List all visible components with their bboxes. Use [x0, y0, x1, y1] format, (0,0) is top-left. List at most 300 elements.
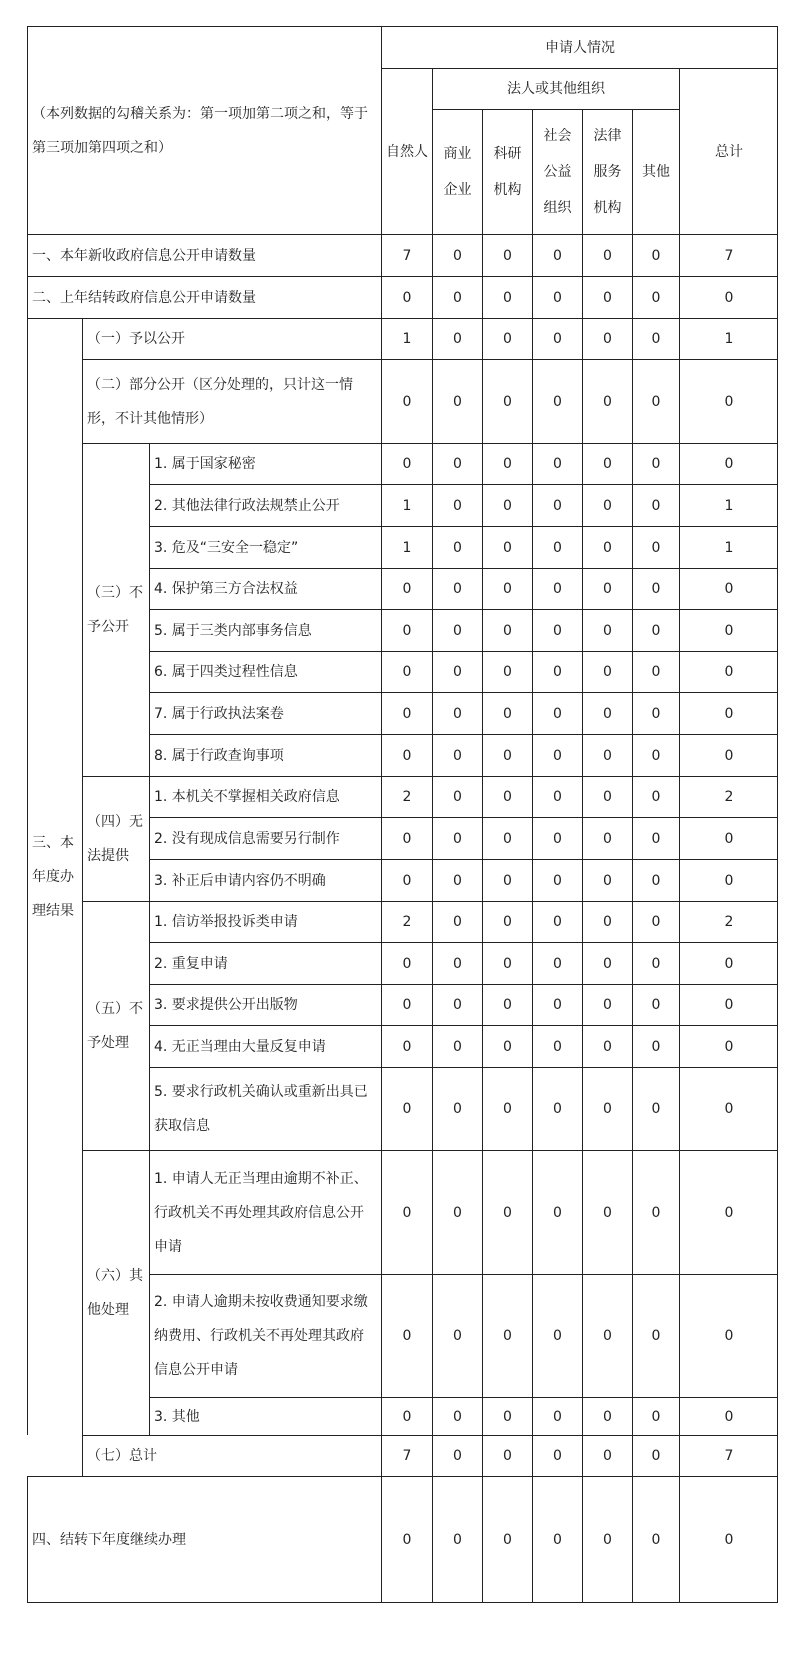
- row-label-text: （七）总计: [87, 1448, 157, 1464]
- row-value: [532, 484, 582, 526]
- row-value: [632, 734, 679, 776]
- row-value: [432, 526, 482, 568]
- row-value: [482, 692, 532, 734]
- row-value: [482, 817, 532, 859]
- row-value-text: 0: [603, 1038, 612, 1055]
- row-value: [632, 901, 679, 942]
- row-value: [582, 651, 632, 692]
- row-value: [482, 901, 532, 942]
- row-label-text: 四、结转下年度继续办理: [32, 1532, 186, 1548]
- row-label: [149, 984, 381, 1025]
- row-value: [532, 692, 582, 734]
- row-value-text: 0: [651, 456, 661, 472]
- row-value-text: 0: [453, 247, 462, 264]
- row-value-text: 0: [724, 997, 734, 1013]
- row-value: [482, 1397, 532, 1435]
- row-value: [632, 443, 679, 484]
- row-value: [679, 942, 778, 984]
- row-value-text: 0: [724, 622, 734, 639]
- row-value: [582, 942, 632, 984]
- row-value: [432, 276, 482, 318]
- section-3-label-text: 三、本年度办理结果: [32, 835, 74, 919]
- row-value-text: 0: [453, 456, 462, 472]
- row-label-text: 3. 危及“三安全一稳定”: [154, 539, 299, 556]
- row-value: [381, 1150, 432, 1274]
- header-org-3: [532, 109, 582, 234]
- row-value: [432, 942, 482, 984]
- row-value-text: 0: [553, 747, 562, 764]
- row-value-text: 0: [724, 747, 734, 764]
- row-value: [632, 526, 679, 568]
- row-value: [432, 901, 482, 942]
- row-value-text: 0: [603, 997, 612, 1013]
- row-value-text: 0: [503, 747, 512, 764]
- row-value-text: 0: [453, 1101, 462, 1117]
- row-value: [381, 234, 432, 276]
- row-value-text: 0: [402, 705, 412, 722]
- row-value: [679, 1435, 778, 1476]
- row-value-text: 0: [651, 789, 661, 805]
- row-value-text: 2: [402, 914, 412, 930]
- row-value: [532, 859, 582, 901]
- row-value: [482, 609, 532, 651]
- row-value-text: 0: [603, 747, 612, 764]
- row-value: [632, 692, 679, 734]
- header-org-2: [482, 109, 532, 234]
- row-value: [679, 318, 778, 359]
- row-value-text: 0: [724, 456, 734, 472]
- row-value-text: 0: [724, 705, 734, 722]
- row-label: [149, 942, 381, 984]
- row-value-text: 2: [724, 914, 734, 930]
- row-value: [482, 1476, 532, 1603]
- row-value: [632, 776, 679, 817]
- row-value: [381, 817, 432, 859]
- row-value-text: 0: [603, 581, 612, 597]
- row-label: [82, 318, 381, 359]
- row-value: [381, 609, 432, 651]
- row-value-text: 0: [553, 705, 562, 722]
- row-value-text: 2: [402, 789, 412, 805]
- group-4-label: [82, 776, 149, 901]
- row-label: [82, 359, 381, 443]
- header-org-4: [582, 109, 632, 234]
- disclosure-statistics-table: [27, 26, 778, 1603]
- row-label: [149, 443, 381, 484]
- header-org-5: [632, 109, 679, 234]
- row-value-text: 0: [651, 1408, 661, 1425]
- row-value-text: 0: [503, 289, 512, 306]
- row-value-text: 0: [651, 830, 661, 847]
- row-value: [432, 484, 482, 526]
- row-value-text: 0: [402, 456, 412, 472]
- row-value-text: 0: [553, 1448, 562, 1464]
- row-value-text: 0: [553, 497, 562, 514]
- row-value: [381, 526, 432, 568]
- row-value: [679, 1274, 778, 1397]
- row-value: [679, 1067, 778, 1150]
- row-value-text: 0: [651, 705, 661, 722]
- row-value-text: 0: [503, 331, 512, 347]
- row-label-text: 4. 无正当理由大量反复申请: [154, 1038, 326, 1055]
- row-value: [582, 1397, 632, 1435]
- row-value-text: 0: [724, 1038, 734, 1055]
- row-value: [381, 1435, 432, 1476]
- row-label: [149, 692, 381, 734]
- row-value: [532, 1150, 582, 1274]
- row-value: [532, 234, 582, 276]
- row-value-text: 0: [402, 997, 412, 1013]
- row-value: [582, 901, 632, 942]
- row-value: [632, 1150, 679, 1274]
- row-value-text: 0: [603, 705, 612, 722]
- header-applicant-situation-text: 申请人情况: [545, 39, 615, 56]
- row-value-text: 0: [603, 955, 612, 972]
- row-value-text: 0: [603, 247, 612, 264]
- row-value: [432, 734, 482, 776]
- row-value-text: 0: [553, 1204, 562, 1221]
- row-value: [432, 568, 482, 609]
- row-value-text: 0: [503, 872, 512, 889]
- row-value-text: 1: [402, 497, 412, 514]
- row-value: [679, 609, 778, 651]
- row-value-text: 0: [651, 997, 661, 1013]
- row-value: [532, 1435, 582, 1476]
- row-value-text: 0: [453, 997, 462, 1013]
- row-value: [381, 1476, 432, 1603]
- row-value: [582, 984, 632, 1025]
- row-value: [482, 443, 532, 484]
- row-label-text: 5. 要求行政机关确认或重新出具已获取信息: [154, 1084, 368, 1134]
- row-value: [532, 1067, 582, 1150]
- row-value-text: 0: [503, 497, 512, 514]
- header-natural-person: [381, 68, 432, 234]
- row-value-text: 7: [724, 1448, 734, 1464]
- row-value: [532, 901, 582, 942]
- group-3-label: [82, 443, 149, 776]
- row-value-text: 0: [453, 539, 462, 556]
- row-value: [679, 1025, 778, 1067]
- row-label-text: （一）予以公开: [87, 331, 185, 347]
- row-value-text: 0: [651, 1038, 661, 1055]
- row-value-text: 0: [651, 747, 661, 764]
- row-value: [482, 859, 532, 901]
- row-value-text: 0: [553, 955, 562, 972]
- row-value: [632, 1274, 679, 1397]
- row-value: [432, 234, 482, 276]
- row-value-text: 0: [651, 331, 661, 347]
- header-natural-person-text: 自然人: [386, 143, 428, 160]
- row-value-text: 0: [553, 789, 562, 805]
- row-value: [381, 859, 432, 901]
- row-value-text: 0: [553, 1532, 562, 1548]
- row-value-text: 0: [724, 581, 734, 597]
- row-value-text: 0: [724, 955, 734, 972]
- row-value: [679, 817, 778, 859]
- row-value-text: 0: [402, 1408, 412, 1425]
- row-value: [632, 484, 679, 526]
- row-value: [582, 484, 632, 526]
- row-value-text: 0: [503, 914, 512, 930]
- row-value-text: 0: [724, 1532, 734, 1548]
- row-value-text: 0: [453, 747, 462, 764]
- row-value-text: 0: [453, 581, 462, 597]
- row-value: [582, 359, 632, 443]
- row-label-text: 5. 属于三类内部事务信息: [154, 622, 312, 639]
- row-value: [632, 568, 679, 609]
- row-value: [632, 984, 679, 1025]
- row-value: [582, 1067, 632, 1150]
- row-value: [532, 568, 582, 609]
- row-value: [679, 859, 778, 901]
- row-value: [432, 1435, 482, 1476]
- row-value: [482, 234, 532, 276]
- row-value-text: 0: [503, 1101, 512, 1117]
- row-value: [381, 568, 432, 609]
- row-value-text: 0: [553, 664, 562, 680]
- row-value: [381, 776, 432, 817]
- row-value: [632, 651, 679, 692]
- row-label: [149, 776, 381, 817]
- row-value: [432, 609, 482, 651]
- row-value: [482, 984, 532, 1025]
- row-value: [432, 1150, 482, 1274]
- row-value: [632, 942, 679, 984]
- row-label: [149, 1025, 381, 1067]
- row-label: [149, 484, 381, 526]
- row-value: [381, 1025, 432, 1067]
- row-value-text: 0: [724, 1328, 734, 1344]
- row-value: [582, 609, 632, 651]
- row-value-text: 0: [453, 289, 462, 306]
- row-label: [149, 1397, 381, 1435]
- row-value: [532, 1476, 582, 1603]
- row-label: [82, 1435, 381, 1476]
- row-value-text: 0: [402, 393, 412, 410]
- row-value-text: 0: [453, 789, 462, 805]
- row-value-text: 0: [651, 247, 661, 264]
- row-value: [482, 1274, 532, 1397]
- row-label-text: 1. 信访举报投诉类申请: [154, 914, 298, 930]
- row-value: [432, 318, 482, 359]
- row-value: [432, 359, 482, 443]
- header-legal-or-other-org-text: 法人或其他组织: [507, 81, 605, 97]
- row-value-text: 0: [553, 1101, 562, 1117]
- row-value-text: 0: [453, 622, 462, 639]
- row-value-text: 0: [651, 1448, 661, 1464]
- row-value-text: 0: [651, 955, 661, 972]
- row-label: [149, 1067, 381, 1150]
- row-value-text: 0: [453, 1328, 462, 1344]
- row-value-text: 0: [402, 830, 412, 847]
- row-value-text: 0: [503, 1532, 512, 1548]
- row-value-text: 0: [651, 622, 661, 639]
- row-value-text: 0: [453, 830, 462, 847]
- row-label-text: （二）部分公开（区分处理的，只计这一情形，不计其他情形）: [87, 376, 353, 427]
- row-value-text: 1: [724, 497, 734, 514]
- row-value-text: 0: [453, 705, 462, 722]
- row-value-text: 0: [402, 581, 412, 597]
- row-value-text: 0: [553, 1038, 562, 1055]
- row-value: [532, 817, 582, 859]
- row-value: [632, 1067, 679, 1150]
- row-value-text: 0: [503, 705, 512, 722]
- row-value: [482, 734, 532, 776]
- row-value: [582, 859, 632, 901]
- row-value-text: 0: [553, 456, 562, 472]
- row-value: [532, 318, 582, 359]
- row-label-text: 8. 属于行政查询事项: [154, 747, 284, 764]
- row-value-text: 0: [651, 664, 661, 680]
- row-value: [632, 234, 679, 276]
- row-value-text: 0: [603, 393, 612, 410]
- row-value: [679, 1397, 778, 1435]
- row-value: [482, 484, 532, 526]
- row-value: [632, 859, 679, 901]
- row-value: [432, 776, 482, 817]
- row-value: [679, 443, 778, 484]
- row-value-text: 0: [503, 664, 512, 680]
- row-value-text: 0: [503, 997, 512, 1013]
- group-3-label-text: （三）不予公开: [87, 585, 143, 635]
- row-value: [582, 276, 632, 318]
- row-label-text: 3. 补正后申请内容仍不明确: [154, 872, 326, 889]
- row-value: [582, 568, 632, 609]
- row-value: [582, 234, 632, 276]
- row-label: [149, 526, 381, 568]
- row-value: [679, 1150, 778, 1274]
- row-value-text: 0: [724, 830, 734, 847]
- row-value: [432, 1025, 482, 1067]
- row-value: [632, 1025, 679, 1067]
- row-value: [632, 359, 679, 443]
- row-value: [532, 276, 582, 318]
- row-value-text: 0: [603, 622, 612, 639]
- row-value: [381, 984, 432, 1025]
- row-value-text: 0: [603, 289, 612, 306]
- row-value: [482, 776, 532, 817]
- row-label-text: 4. 保护第三方合法权益: [154, 581, 298, 597]
- row-value-text: 0: [553, 247, 562, 264]
- row-value-text: 1: [724, 331, 734, 347]
- row-value: [632, 276, 679, 318]
- row-value-text: 2: [724, 789, 734, 805]
- row-value: [381, 651, 432, 692]
- row-value: [532, 609, 582, 651]
- row-label: [149, 1274, 381, 1397]
- row-value-text: 0: [503, 622, 512, 639]
- header-org-1: [432, 109, 482, 234]
- row-value-text: 0: [553, 1408, 562, 1425]
- row-value-text: 0: [503, 456, 512, 472]
- row-value: [582, 1025, 632, 1067]
- row-value-text: 1: [402, 331, 412, 347]
- row-value: [432, 443, 482, 484]
- row-value-text: 0: [503, 789, 512, 805]
- row-value-text: 0: [603, 872, 612, 889]
- row-value-text: 0: [453, 331, 462, 347]
- row-value-text: 0: [453, 1408, 462, 1425]
- header-org-4-text: 法律服务机构: [593, 128, 622, 216]
- row-label-text: 2. 重复申请: [154, 955, 228, 972]
- row-value-text: 0: [553, 830, 562, 847]
- row-value-text: 0: [724, 1101, 734, 1117]
- row-value-text: 0: [553, 997, 562, 1013]
- header-total-text: 总计: [715, 143, 743, 160]
- row-label: [149, 859, 381, 901]
- row-value-text: 0: [603, 1328, 612, 1344]
- row-label: [149, 901, 381, 942]
- row-value: [679, 651, 778, 692]
- row-value: [432, 1397, 482, 1435]
- row-value-text: 0: [402, 955, 412, 972]
- row-value-text: 0: [651, 1204, 661, 1221]
- row-value-text: 0: [603, 830, 612, 847]
- row-value: [532, 984, 582, 1025]
- row-value: [632, 1435, 679, 1476]
- header-note-text: （本列数据的勾稽关系为：第一项加第二项之和，等于第三项加第四项之和）: [32, 105, 368, 156]
- row-value-text: 0: [402, 664, 412, 680]
- row-value: [381, 1067, 432, 1150]
- row-value-text: 0: [402, 1328, 412, 1344]
- row-label-text: 1. 申请人无正当理由逾期不补正、行政机关不再处理其政府信息公开申请: [154, 1170, 368, 1255]
- row-value: [432, 817, 482, 859]
- row-label-text: 1. 本机关不掌握相关政府信息: [154, 789, 340, 805]
- row-value-text: 0: [651, 539, 661, 556]
- row-value-text: 0: [503, 1038, 512, 1055]
- row-value: [482, 568, 532, 609]
- row-value-text: 0: [553, 539, 562, 556]
- header-total: [679, 68, 778, 234]
- row-label-text: 3. 其他: [154, 1408, 200, 1425]
- row-value-text: 0: [453, 1448, 462, 1464]
- row-label: [27, 234, 381, 276]
- row-label-text: 一、本年新收政府信息公开申请数量: [32, 247, 256, 264]
- row-value-text: 0: [651, 581, 661, 597]
- row-value-text: 0: [651, 497, 661, 514]
- row-label: [149, 609, 381, 651]
- row-value-text: 0: [651, 1101, 661, 1117]
- group-6-label-text: （六）其他处理: [87, 1268, 143, 1318]
- row-value: [482, 359, 532, 443]
- row-value-text: 0: [553, 393, 562, 410]
- row-value: [582, 1476, 632, 1603]
- row-value: [679, 901, 778, 942]
- header-applicant-situation: [381, 26, 778, 68]
- row-value: [632, 609, 679, 651]
- row-label: [149, 568, 381, 609]
- row-label: [27, 1476, 381, 1603]
- row-value-text: 0: [553, 914, 562, 930]
- row-value-text: 0: [651, 914, 661, 930]
- row-value-text: 0: [453, 393, 462, 410]
- row-value: [679, 692, 778, 734]
- row-value-text: 0: [651, 393, 661, 410]
- row-value: [582, 1274, 632, 1397]
- row-value-text: 0: [603, 539, 612, 556]
- row-value: [532, 776, 582, 817]
- row-value: [532, 651, 582, 692]
- row-label: [149, 734, 381, 776]
- group-4-label-text: （四）无法提供: [87, 814, 143, 864]
- row-value: [381, 359, 432, 443]
- row-value-text: 0: [453, 664, 462, 680]
- row-value: [432, 692, 482, 734]
- row-value: [482, 1150, 532, 1274]
- row-value-text: 0: [402, 1038, 412, 1055]
- row-value-text: 0: [603, 497, 612, 514]
- row-value-text: 0: [453, 914, 462, 930]
